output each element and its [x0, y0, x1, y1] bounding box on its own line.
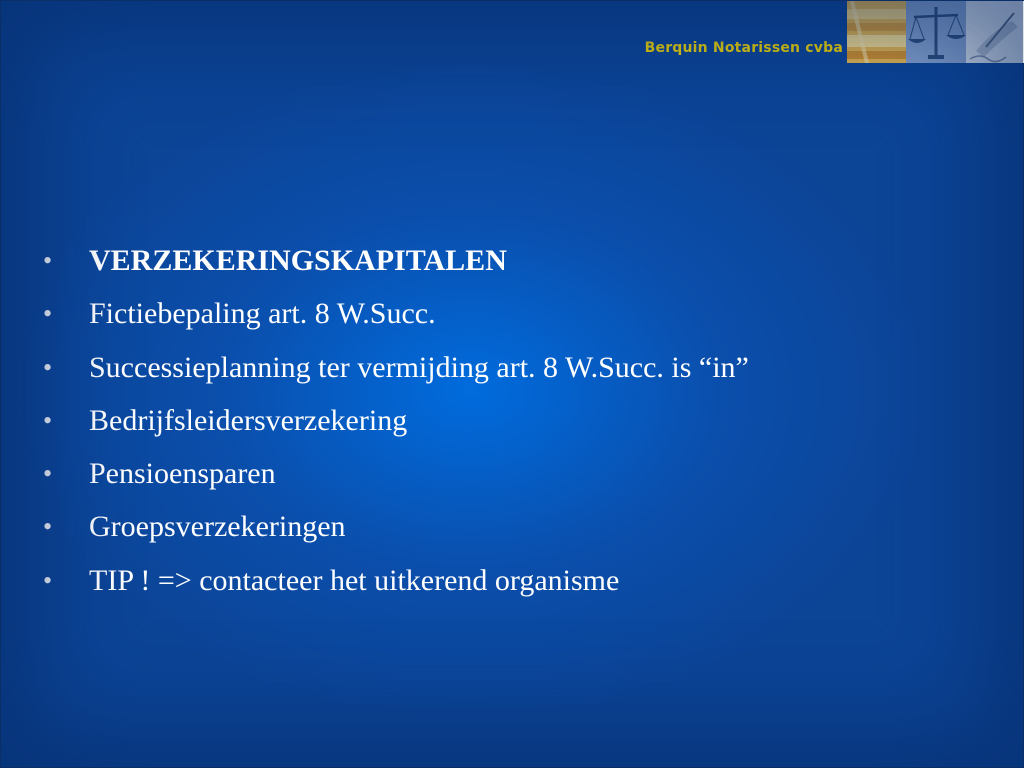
- bullet-dot-icon: •: [43, 352, 53, 382]
- bullet-dot-icon: •: [43, 299, 53, 329]
- bullet-text: Bedrijfsleidersverzekering: [89, 403, 408, 437]
- firm-name: Berquin Notarissen cvba: [644, 40, 843, 56]
- signing-hand-icon: [966, 1, 1024, 63]
- bullet-item: [43, 239, 749, 292]
- bullet-text: Successieplanning ter vermijding art. 8 W.Succ. is “in”: [89, 350, 749, 384]
- bullet-text: TIP ! => contacteer het uitkerend organisme: [89, 563, 620, 597]
- bullet-item: [43, 559, 749, 612]
- bullet-text: Groepsverzekeringen: [89, 510, 346, 544]
- bullet-text: Fictiebepaling art. 8 W.Succ.: [89, 297, 436, 331]
- books-icon: [847, 1, 906, 63]
- bullet-item: [43, 399, 749, 452]
- header-banner: [847, 1, 1024, 63]
- bullet-list: [43, 239, 749, 612]
- bullet-dot-icon: •: [43, 405, 53, 435]
- bullet-dot-icon: •: [43, 565, 53, 595]
- bullet-text: VERZEKERINGSKAPITALEN: [89, 244, 507, 277]
- scales-of-justice-icon: [906, 1, 965, 63]
- bullet-dot-icon: •: [43, 246, 53, 275]
- bullet-text: Pensioensparen: [89, 457, 276, 491]
- bullet-item: [43, 452, 749, 505]
- bullet-dot-icon: •: [43, 459, 53, 489]
- bullet-item: [43, 346, 749, 399]
- bullet-item: [43, 292, 749, 345]
- bullet-item: [43, 505, 749, 558]
- bullet-dot-icon: •: [43, 512, 53, 542]
